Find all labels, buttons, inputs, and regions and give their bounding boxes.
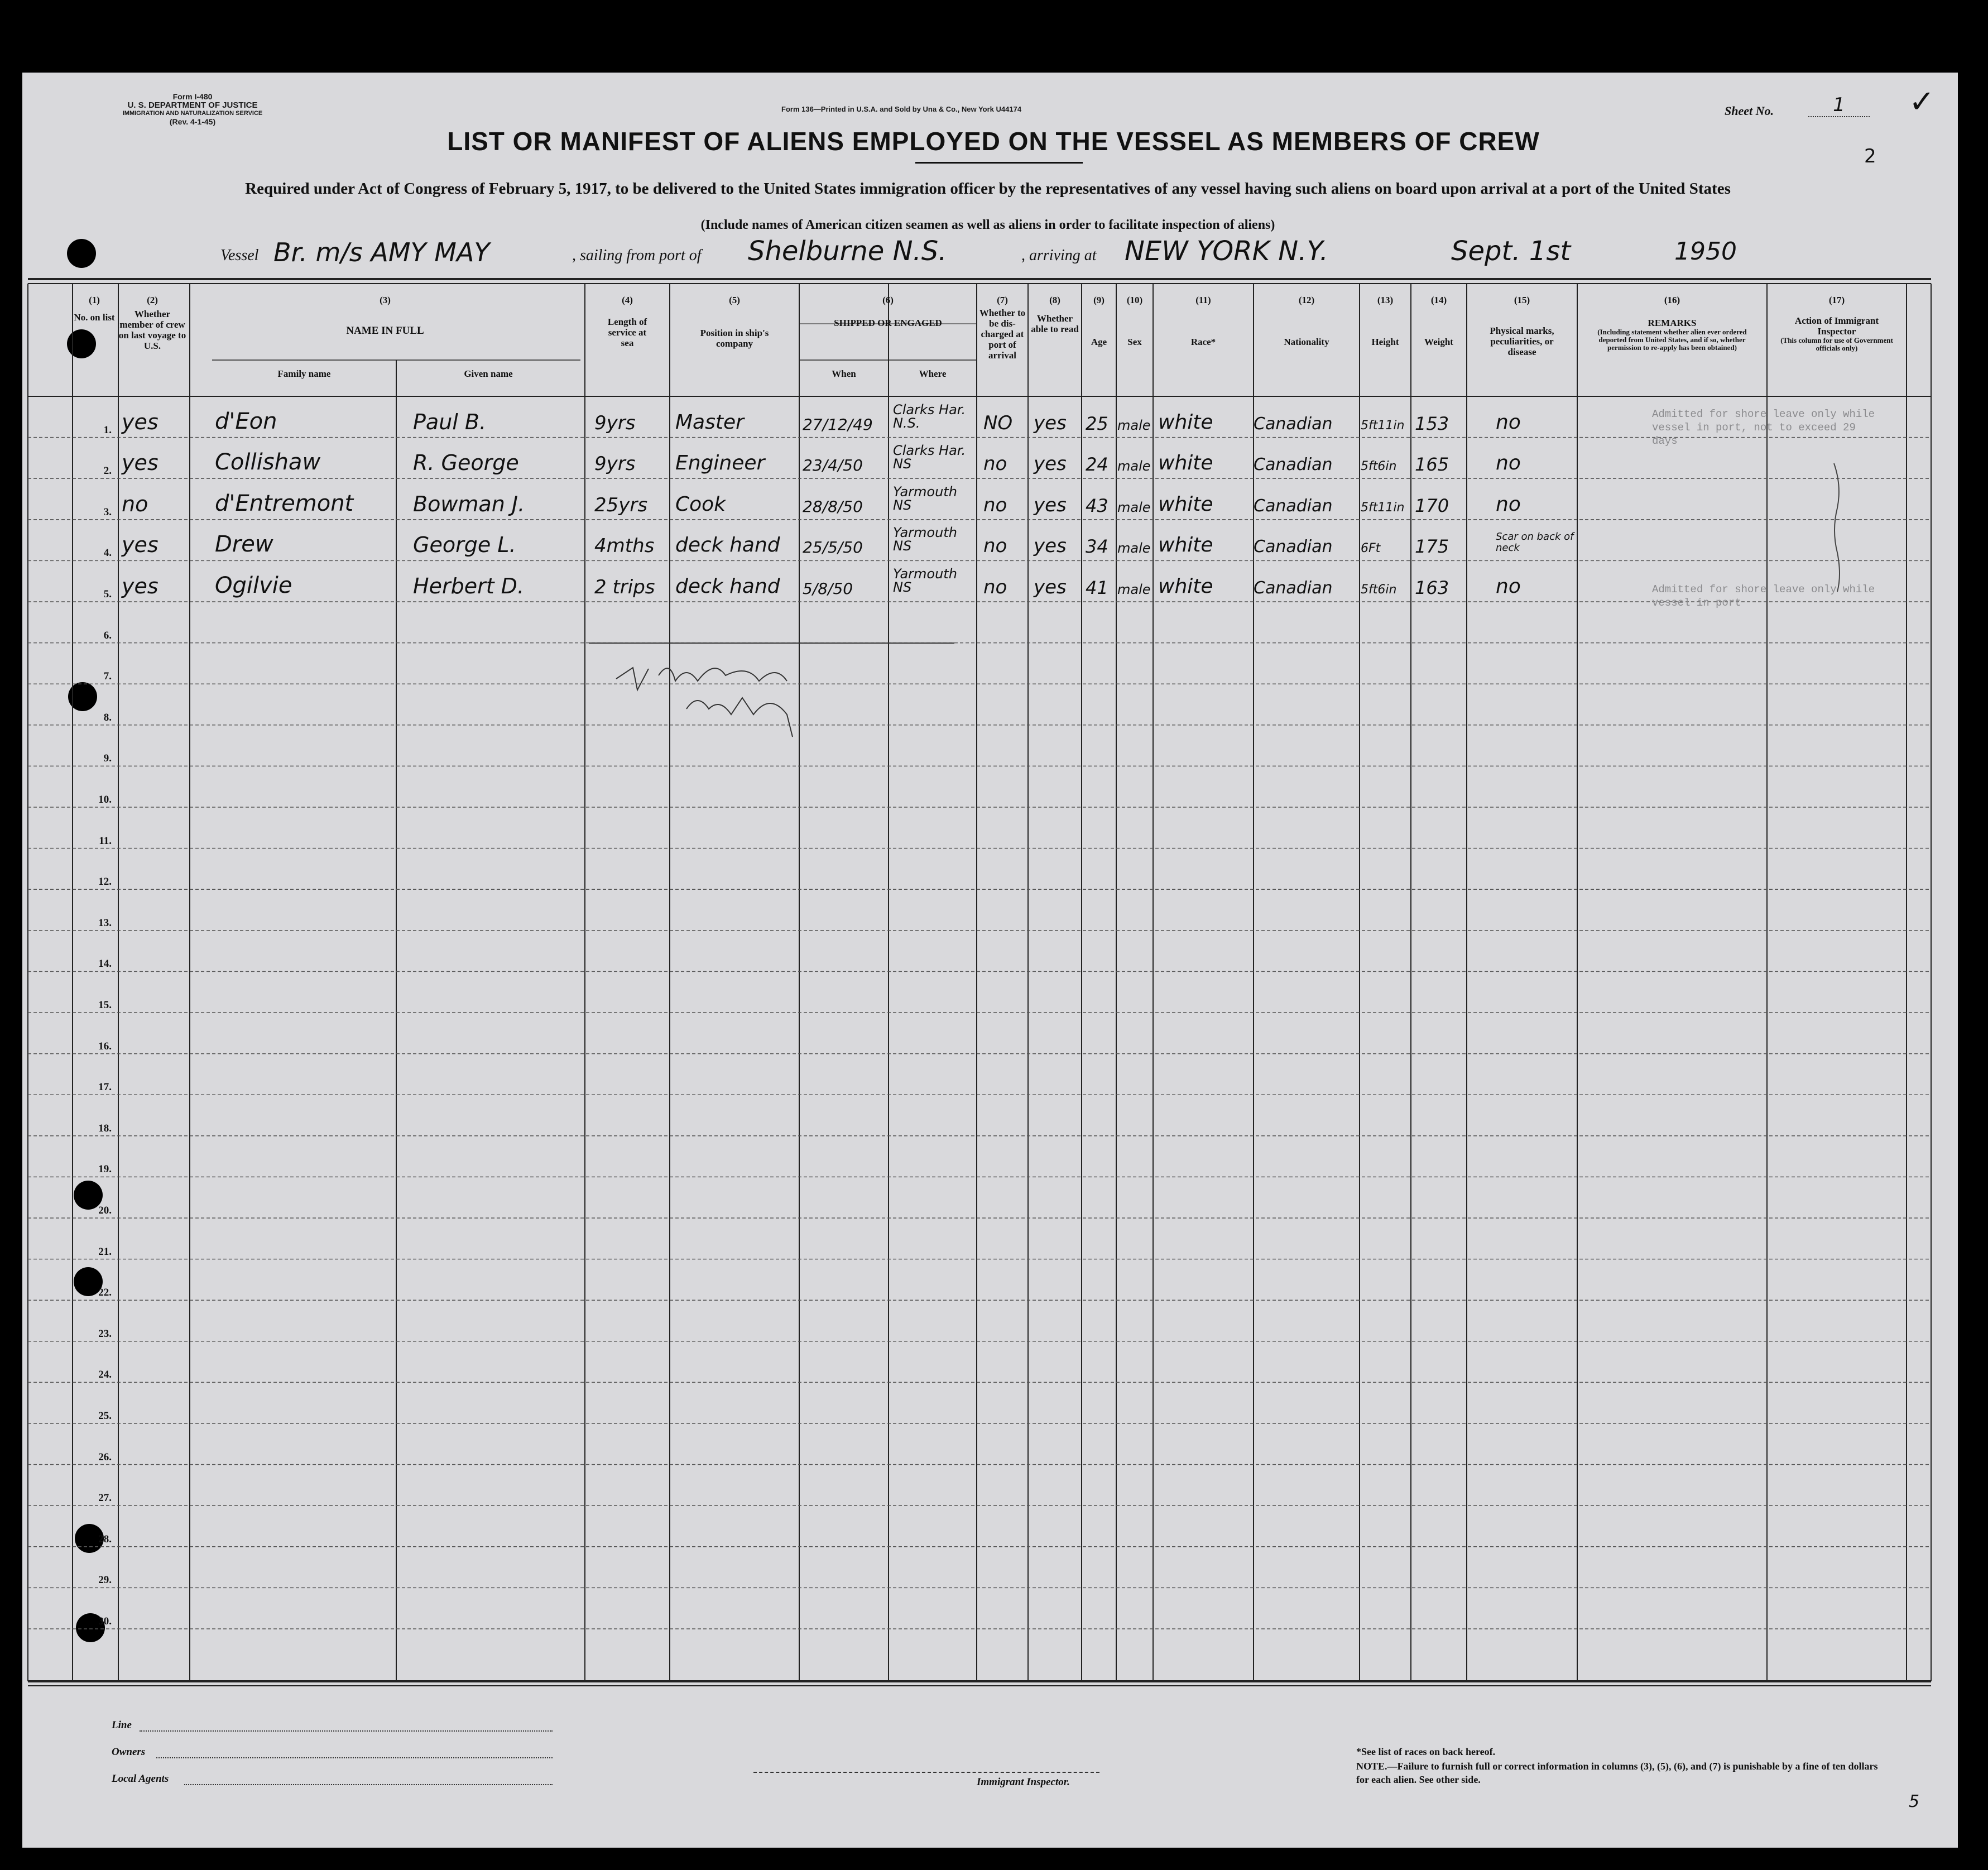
position-cell: deck hand: [675, 534, 780, 557]
penalty-note: NOTE.—Failure to furnish full or correct information in columns (3), (5), (6), and (7) is punishable by a fine of ten dollars for each alien. See other side.: [1356, 1761, 1878, 1785]
age-cell: 41: [1086, 577, 1108, 598]
form-title: LIST OR MANIFEST OF ALIENS EMPLOYED ON THE VESSEL AS MEMBERS OF CREW: [447, 127, 1540, 156]
sex-cell: male: [1117, 417, 1151, 433]
form-id: Form I-480: [172, 92, 213, 101]
column-7-header: (7) Whether to be dis-charged at port of arrival: [979, 295, 1026, 361]
row-number: 24.: [98, 1369, 112, 1381]
column-3-header: (3) NAME IN FULL: [346, 295, 424, 337]
form-revision: (Rev. 4-1-45): [169, 117, 216, 126]
shipped-when-cell: 25/5/50: [803, 538, 863, 557]
form-instruction: (Include names of American citizen seamen as well as aliens in order to facilitate inspection of aliens): [700, 218, 1275, 232]
column-6-header: (6) SHIPPED OR ENGAGED: [834, 295, 942, 328]
column-16-header: (16) REMARKS (Including statement whether alien ever ordered deported from United States, and if so, whether permission to re-apply has been obtained): [1597, 295, 1747, 352]
service-length-cell: 9yrs: [594, 453, 636, 476]
row-number: 27.: [98, 1492, 112, 1504]
sheet-number: 1: [1808, 94, 1870, 117]
last-voyage-cell: yes: [122, 574, 159, 598]
service-length-cell: 2 trips: [594, 576, 655, 598]
arrival-date: Sept. 1st: [1451, 236, 1571, 267]
discharged-cell: NO: [983, 411, 1013, 434]
physical-marks-cell: no: [1496, 452, 1521, 475]
family-name-cell: Ogilvie: [215, 573, 292, 598]
printer-line: Form 136—Printed in U.S.A. and Sold by Una & Co., New York U44174: [781, 105, 1022, 113]
discharged-cell: no: [983, 535, 1007, 558]
height-cell: 5ft6in: [1361, 583, 1397, 597]
nationality-cell: Canadian: [1254, 496, 1333, 516]
column-2-header: (2) Whether member of crew on last voyage to U.S.: [118, 295, 186, 351]
row-number: 4.: [103, 547, 112, 559]
discharged-cell: no: [983, 576, 1007, 598]
local-agents-label: Local Agents: [112, 1773, 169, 1785]
given-name-subheader: Given name: [464, 368, 513, 379]
shipped-when-cell: 23/4/50: [803, 456, 863, 475]
corner-mark: 5: [1909, 1792, 1920, 1811]
column-13-header: (13) Height: [1371, 295, 1399, 347]
physical-marks-cell: no: [1496, 410, 1521, 434]
height-cell: 5ft11in: [1361, 418, 1405, 433]
able-to-read-cell: yes: [1034, 576, 1067, 598]
column-5-header: (5) Position in ship's company: [700, 295, 769, 349]
service-name: IMMIGRATION AND NATURALIZATION SERVICE: [122, 110, 263, 117]
row-number: 10.: [98, 794, 112, 805]
row-number: 26.: [98, 1451, 112, 1463]
able-to-read-cell: yes: [1034, 453, 1067, 476]
row-number: 25.: [98, 1410, 112, 1422]
shipped-where-cell: Clarks Har. N.S.: [893, 401, 966, 431]
sailing-port: Shelburne N.S.: [748, 236, 947, 267]
manifest-sheet: [22, 73, 1958, 1848]
row-number: 6.: [103, 629, 112, 641]
race-cell: white: [1158, 575, 1213, 598]
nationality-cell: Canadian: [1254, 537, 1333, 557]
shipped-when-cell: 27/12/49: [803, 415, 873, 434]
page-number: 2: [1864, 145, 1876, 167]
line-label: Line: [112, 1719, 132, 1731]
last-voyage-cell: yes: [122, 533, 159, 558]
shipped-where-cell: Yarmouth NS: [893, 483, 957, 513]
row-number: 21.: [98, 1245, 112, 1258]
able-to-read-cell: yes: [1034, 493, 1067, 516]
age-cell: 34: [1086, 536, 1108, 558]
inspector-signature-line: [753, 1772, 1099, 1773]
given-name-cell: R. George: [413, 450, 519, 476]
position-cell: deck hand: [675, 575, 780, 598]
height-cell: 5ft6in: [1361, 459, 1397, 474]
column-8-header: (8) Whether able to read: [1031, 295, 1079, 334]
able-to-read-cell: yes: [1034, 535, 1067, 558]
physical-marks-cell: no: [1496, 575, 1521, 598]
shore-leave-stamp: Admitted for shore leave only while vessel in port, not to exceed 29 days: [1652, 408, 1875, 447]
row-number: 12.: [98, 876, 112, 888]
race-note: *See list of races on back hereof.: [1356, 1746, 1496, 1757]
weight-cell: 165: [1415, 454, 1449, 476]
nationality-cell: Canadian: [1254, 455, 1333, 475]
shipped-where-cell: Yarmouth NS: [893, 525, 957, 554]
row-number: 5.: [103, 588, 112, 600]
column-14-header: (14) Weight: [1424, 295, 1453, 347]
column-4-header: (4) Length of service at sea: [607, 295, 647, 348]
row-number: 13.: [98, 917, 112, 929]
row-number: 7.: [103, 670, 112, 683]
row-number: 23.: [98, 1327, 112, 1340]
last-voyage-cell: yes: [122, 409, 159, 434]
owners-label: Owners: [112, 1746, 146, 1758]
where-subheader: Where: [919, 368, 947, 379]
nationality-cell: Canadian: [1254, 578, 1333, 598]
shipped-when-cell: 5/8/50: [803, 579, 853, 598]
vessel-name: Br. m/s AMY MAY: [273, 237, 490, 267]
sailing-label: , sailing from port of: [572, 247, 702, 264]
column-12-header: (12) Nationality: [1284, 295, 1329, 347]
row-number: 28.: [98, 1533, 112, 1545]
family-name-cell: d'Eon: [215, 408, 277, 434]
row-number: 18.: [98, 1122, 112, 1134]
weight-cell: 153: [1415, 413, 1449, 434]
position-cell: Cook: [675, 492, 726, 516]
service-length-cell: 25yrs: [594, 493, 648, 516]
row-number: 22.: [98, 1287, 112, 1299]
row-number: 14.: [98, 958, 112, 970]
shipped-where-cell: Clarks Har. NS: [893, 443, 966, 472]
service-length-cell: 4mths: [594, 535, 655, 558]
age-cell: 25: [1086, 413, 1108, 434]
service-length-cell: 9yrs: [594, 411, 636, 434]
given-name-cell: Paul B.: [413, 409, 487, 434]
family-name-cell: Drew: [215, 531, 273, 558]
physical-marks-cell: no: [1496, 492, 1521, 516]
row-number: 9.: [103, 752, 112, 765]
form-subtitle: Required under Act of Congress of February 5, 1917, to be delivered to the United States immigration officer by the representatives of any vessel having such aliens on board upon arrival at a port of the United States: [245, 180, 1731, 198]
column-10-header: (10) Sex: [1126, 295, 1143, 347]
nationality-cell: Canadian: [1254, 414, 1333, 434]
last-voyage-cell: no: [122, 491, 148, 516]
row-number: 15.: [98, 999, 112, 1011]
local-agents-field: [184, 1784, 553, 1785]
race-cell: white: [1158, 534, 1213, 557]
row-number: 11.: [99, 835, 112, 847]
column-11-header: (11) Race*: [1190, 295, 1216, 347]
given-name-cell: George L.: [413, 533, 516, 558]
family-name-subheader: Family name: [277, 368, 331, 379]
sex-cell: male: [1117, 582, 1151, 597]
department-name: U. S. DEPARTMENT OF JUSTICE: [127, 100, 258, 110]
age-cell: 43: [1086, 495, 1108, 516]
row-number: 30.: [98, 1615, 112, 1627]
row-number: 8.: [103, 711, 112, 723]
given-name-cell: Herbert D.: [413, 574, 525, 598]
sex-cell: male: [1117, 540, 1151, 557]
column-15-header: (15) Physical marks, peculiarities, or disease: [1490, 295, 1554, 357]
row-number: 3.: [103, 506, 112, 518]
column-9-header: (9) Age: [1091, 295, 1107, 347]
race-cell: white: [1158, 410, 1213, 434]
race-cell: white: [1158, 492, 1213, 516]
able-to-read-cell: yes: [1034, 411, 1067, 434]
owners-field: [156, 1757, 553, 1758]
age-cell: 24: [1086, 454, 1108, 476]
row-number: 1.: [103, 424, 112, 436]
weight-cell: 163: [1415, 577, 1449, 598]
shore-leave-stamp: Admitted for shore leave only while vessel in port: [1652, 583, 1875, 609]
when-subheader: When: [832, 368, 856, 379]
given-name-cell: Bowman J.: [413, 491, 525, 516]
vessel-label: Vessel: [220, 247, 259, 264]
discharged-cell: no: [983, 453, 1007, 476]
line-field: [140, 1730, 553, 1732]
row-number: 2.: [103, 465, 112, 477]
column-1-header: (1) No. on list: [74, 295, 115, 323]
inspector-label: Immigrant Inspector.: [977, 1776, 1070, 1788]
shipped-where-cell: Yarmouth NS: [893, 566, 957, 595]
sex-cell: male: [1117, 499, 1151, 515]
arriving-label: , arriving at: [1021, 247, 1097, 264]
weight-cell: 175: [1415, 536, 1449, 558]
row-number: 29.: [98, 1574, 112, 1586]
physical-marks-cell: Scar on back of neck: [1496, 531, 1574, 554]
race-cell: white: [1158, 452, 1213, 475]
sex-cell: male: [1117, 458, 1151, 474]
discharged-cell: no: [983, 493, 1007, 516]
row-number: 19.: [98, 1163, 112, 1176]
row-number: 17.: [98, 1081, 112, 1094]
height-cell: 6Ft: [1361, 541, 1381, 556]
shipped-when-cell: 28/8/50: [803, 497, 863, 516]
family-name-cell: Collishaw: [215, 449, 321, 476]
arrival-year: 1950: [1674, 237, 1737, 266]
sheet-label: Sheet No.: [1725, 104, 1774, 118]
arriving-port: NEW YORK N.Y.: [1125, 236, 1328, 267]
family-name-cell: d'Entremont: [215, 490, 354, 516]
check-mark: ✓: [1909, 84, 1935, 120]
height-cell: 5ft11in: [1361, 500, 1405, 515]
position-cell: Engineer: [675, 452, 765, 475]
column-17-header: (17) Action of Immigrant Inspector (This column for use of Government officials only): [1780, 295, 1893, 352]
row-number: 16.: [98, 1040, 112, 1052]
weight-cell: 170: [1415, 495, 1449, 516]
position-cell: Master: [675, 410, 744, 434]
last-voyage-cell: yes: [122, 450, 159, 476]
row-number: 20.: [98, 1205, 112, 1216]
